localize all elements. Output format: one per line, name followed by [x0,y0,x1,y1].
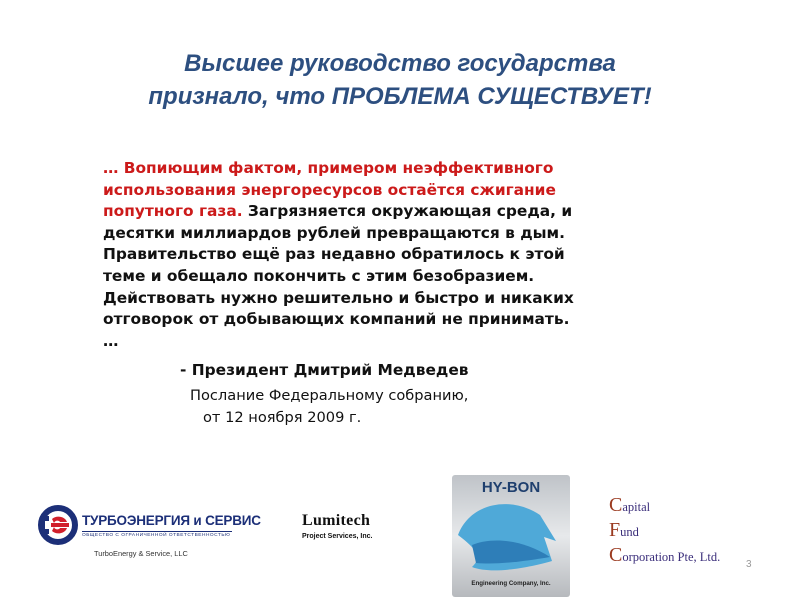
fund-initial: F [609,519,621,541]
capital-fund-line-3 [609,544,720,569]
quote-source-line-2: от 12 ноября 2009 г. [203,409,362,426]
capital-fund-logo [609,494,720,569]
quote-highlight-line: … Вопиющим фактом, примером неэффективного [103,159,554,177]
quote-line: отговорок от добывающих компаний не принимать. [103,310,570,329]
quote-highlight-line: попутного газа. [103,202,243,221]
capital-word: apital [622,500,651,514]
hybon-logo [452,475,570,597]
fund-word: und [620,525,639,539]
quote-line: Загрязняется окружающая среда, и [242,202,573,221]
quote-ellipsis: … [103,331,119,350]
slide-title-line-2: признало, что ПРОБЛЕМА СУЩЕСТВУЕТ! [148,83,652,110]
slide-title [40,47,760,113]
capital-initial: C [609,494,623,516]
quote-line: теме и обещало покончить с этим безобразием. [103,266,535,285]
turboenergy-logo [36,505,261,565]
quote-source-line-1: Послание Федеральному собранию, [190,387,469,404]
quote-source [190,385,468,429]
turboenergy-subtitle: ОБЩЕСТВО С ОГРАНИЧЕННОЙ ОТВЕТСТВЕННОСТЬЮ [82,533,231,538]
turboenergy-emblem-icon [36,505,80,545]
quote-line: Правительство ещё раз недавно обратилось к этой [103,245,565,264]
quote-highlight-line: использования энергоресурсов остаётся сжигание [103,180,556,199]
quote-author: - Президент Дмитрий Медведев [180,361,469,379]
turboenergy-divider [82,531,232,532]
turboenergy-name: ТУРБОЭНЕРГИЯ и СЕРВИС [82,513,261,528]
page-number: 3 [746,559,752,570]
turboenergy-caption: TurboEnergy & Service, LLC [94,549,188,558]
lumitech-name: Lumitech [302,512,371,529]
capital-fund-line-1 [609,494,720,519]
hybon-name: HY-BON [481,479,541,496]
hybon-logo-graphic [452,475,570,597]
capital-fund-line-2 [609,519,720,544]
slide-title-line-1: Высшее руководство государства [184,50,616,77]
lumitech-logo [302,512,402,540]
quote-block [103,158,713,352]
hybon-subtitle: Engineering Company, Inc. [471,580,551,587]
lumitech-subtitle: Project Services, Inc. [302,533,373,540]
quote-line: Действовать нужно решительно и быстро и никаких [103,288,574,307]
corporation-word: orporation Pte, Ltd. [622,550,721,564]
corporation-initial: C [609,544,623,566]
quote-line: десятки миллиардов рублей превращаются в дым. [103,223,565,242]
